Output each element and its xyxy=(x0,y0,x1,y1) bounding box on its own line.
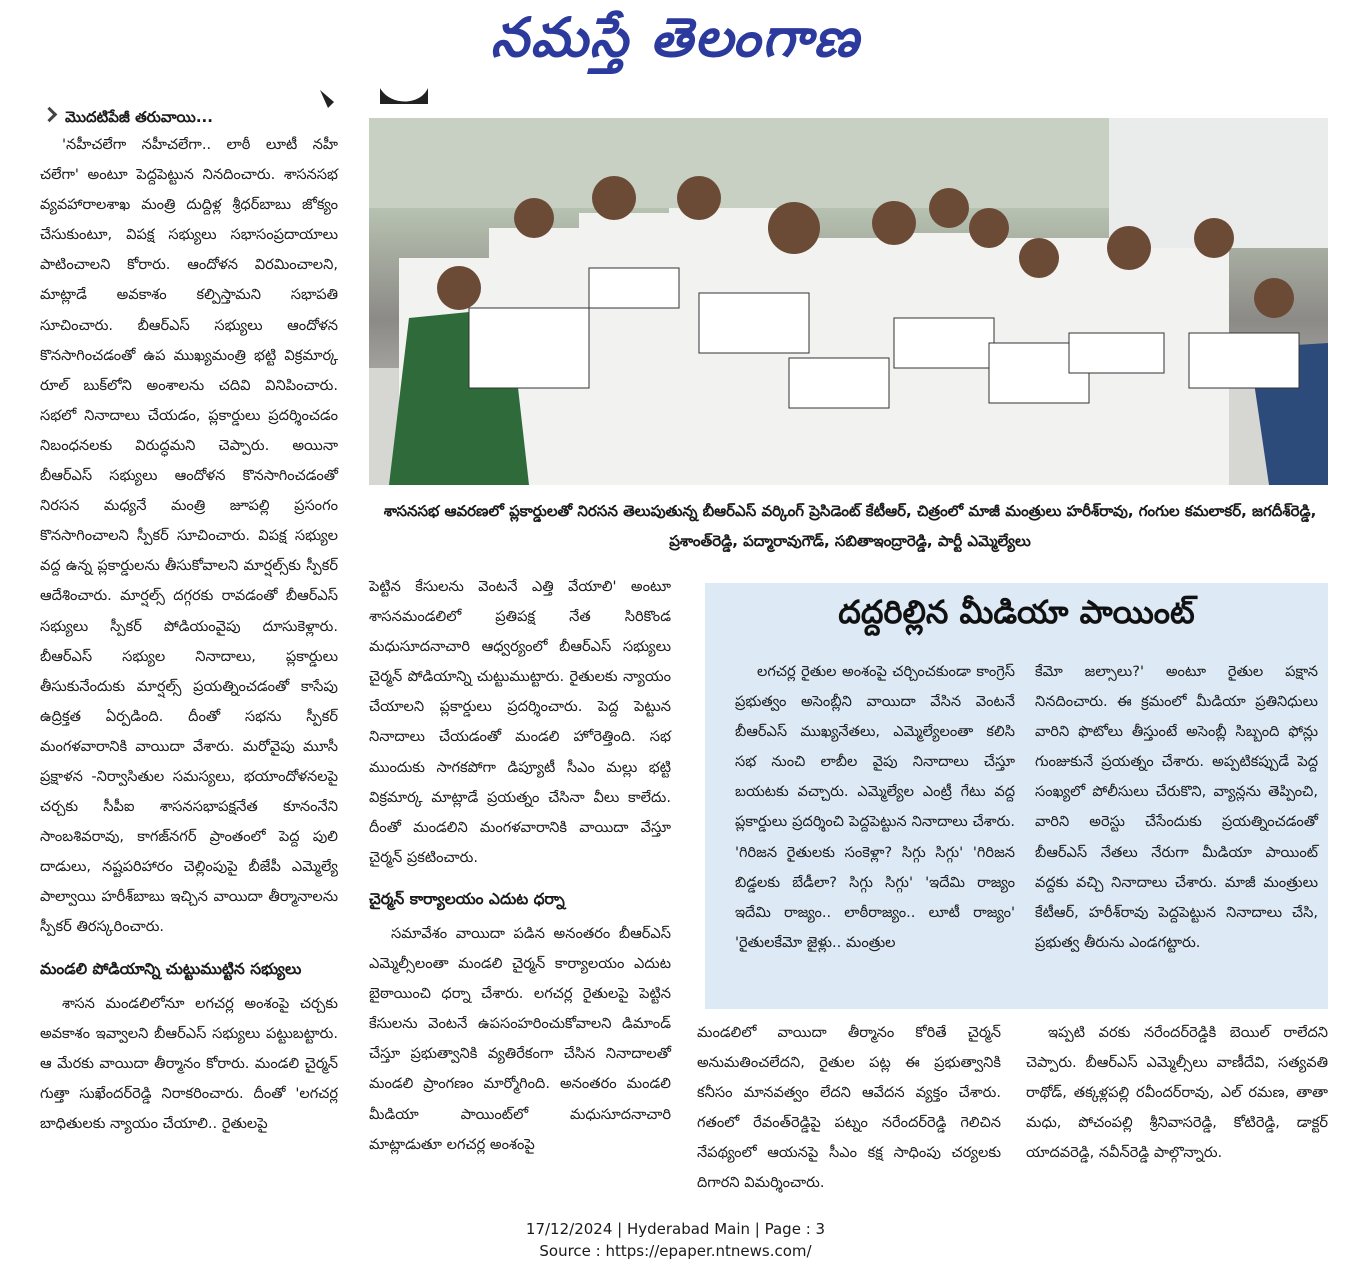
column2-paragraph-2: సమావేశం వాయిదా పడిన అనంతరం బీఆర్‌ఎస్ ఎమ్మెల్సీలంతా మండలి చైర్మన్ కార్యాలయం ఎదుట బైఠాయించి ధర్నా చేశారు. లగచర్ల రైతులపై పెట్టిన కేసులను వెంటనే ఉపసంహరించుకోవాలని డిమాండ్ చేస్తూ ప్రభుత్వానికి వ్యతిరేకంగా చేసిన నినాదాలతో మండలి ప్రాంగణం మార్మోగింది. అనంతరం మండలి మీడియా పాయింట్‌లో మధుసూదనాచారి మాట్లాడుతూ లగచర్ల అంశంపై xyxy=(369,924,671,1153)
newspaper-logo: నమస్తే తెలంగాణ xyxy=(490,6,861,69)
article-column-3 xyxy=(697,1018,1001,1199)
photo-top-strip xyxy=(300,86,430,110)
media-point-paragraph-b: కేమో జల్సాలు?' అంటూ రైతుల పక్షాన నినదించారు. ఈ క్రమంలో మీడియా ప్రతినిధులు వారిని ఫొటోలు తీస్తుంటే అసెంబ్లీ సిబ్బంది ఫోన్లు గుంజుకునే ప్రయత్నం చేశారు. అప్పటికప్పుడే పెద్ద సంఖ్యలో పోలీసులు చేరుకొని, వ్యాన్లను తెప్పించి, వారిని అరెస్టు చేసేందుకు ప్రయత్నించడంతో బీఆర్‌ఎస్ నేతలు నేరుగా మీడియా పాయింట్ వద్దకు వచ్చి నినాదాలు చేశారు. మాజీ మంత్రులు కేటీఆర్, హరీశ్‌రావు పెద్దపెట్టున నినాదాలు చేసి, ప్రభుత్వ తీరును ఎండగట్టారు. xyxy=(1035,663,1318,951)
article-column-1 xyxy=(40,104,338,1139)
column4-paragraph: ఇప్పటి వరకు నరేందర్‌రెడ్డికి బెయిల్ రాలేదని చెప్పారు. బీఆర్‌ఎస్ ఎమ్మెల్సీలు వాణీదేవి, సత్యవతి రాథోడ్, తక్కళ్లపల్లి రవీందర్‌రావు, ఎల్ రమణ, తాతా మధు, పోచంపల్లి శ్రీనివాసరెడ్డి, కోటిరెడ్డి, డాక్టర్ యాదవరెడ్డి, నవీన్‌రెడ్డి పాల్గొన్నారు. xyxy=(1026,1024,1328,1162)
continued-kicker xyxy=(40,104,338,130)
media-point-box xyxy=(705,583,1328,1009)
kicker-text: మొదటిపేజీ తరువాయి... xyxy=(65,108,213,126)
masthead xyxy=(0,0,1351,80)
media-point-col-b xyxy=(1035,657,1318,958)
column1-paragraph-2: శాసన మండలిలోనూ లగచర్ల అంశంపై చర్చకు అవకాశం ఇవ్వాలని బీఆర్‌ఎస్ సభ్యులు పట్టుబట్టారు. ఆ మేరకు వాయిదా తీర్మానం కోరారు. మండలి చైర్మన్ గుత్తా సుఖేందర్‌రెడ్డి నిరాకరించారు. దీంతో 'లగచర్ల బాధితులకు న్యాయం చేయాలి.. రైతులపై xyxy=(40,994,338,1132)
article-column-4 xyxy=(1026,1018,1328,1168)
page-footer xyxy=(0,1218,1351,1262)
subheading-council-podium: మండలి పోడియాన్ని చుట్టుముట్టిన సభ్యులు xyxy=(40,959,302,978)
media-point-paragraph-a: లగచర్ల రైతుల అంశంపై చర్చించకుండా కాంగ్రెస్ ప్రభుత్వం అసెంబ్లీని వాయిదా వేసిన వెంటనే బీఆర్‌ఎస్ ముఖ్యనేతలు, ఎమ్మెల్యేలంతా కలిసి సభ నుంచి లాబీల వైపు నినాదాలు చేస్తూ బయటకు వచ్చారు. ఎమ్మెల్యేల ఎంట్రీ గేటు వద్ద ప్లకార్డులు ప్రదర్శించి పెద్దపెట్టున నినాదాలు చేశారు. 'గిరిజన రైతులకు సంకెళ్లా? సిగ్గు సిగ్గు' 'గిరిజన బిడ్డలకు బేడీలా? సిగ్గు సిగ్గు' 'ఇదేమి రాజ్యం ఇదేమి రాజ్యం.. లాఠీరాజ్యం.. లూటీ రాజ్యం' 'రైతులకేమో జైళ్లు.. మంత్రుల xyxy=(735,663,1015,951)
photo-caption: శాసనసభ ఆవరణలో ప్లకార్డులతో నిరసన తెలుపుతున్న బీఆర్‌ఎస్ వర్కింగ్ ప్రెసిడెంట్ కేటీఆర్, చిత్రంలో మాజీ మంత్రులు హరీశ్‌రావు, గంగుల కమలాకర్, జగదీశ్‌రెడ్డి, ప్రశాంత్‌రెడ్డి, పద్మారావుగౌడ్, సబితాఇంద్రారెడ్డి, పార్టీ ఎమ్మెల్యేలు xyxy=(383,502,1317,550)
column1-paragraph: 'నహీచలేగా నహీచలేగా.. లాఠీ లూటీ నహీ చలేగా' అంటూ పెద్దపెట్టున నినదించారు. శాసనసభ వ్యవహారాలశాఖ మంత్రి దుద్దిళ్ల శ్రీధర్‌బాబు జోక్యం చేసుకుంటూ, విపక్ష సభ్యులు సభాసంప్రదాయాలు పాటించాలని కోరారు. ఆందోళన విరమించాలని, మాట్లాడే అవకాశం కల్పిస్తామని సభాపతి సూచించారు. బీఆర్‌ఎస్ సభ్యులు ఆందోళన కొనసాగించడంతో ఉప ముఖ్యమంత్రి భట్టి విక్రమార్క రూల్ బుక్‌లోని అంశాలను చదివి వినిపించారు. సభలో నినాదాలు చేయడం, ప్లకార్డులు ప్రదర్శించడం నిబంధనలకు విరుద్ధమని చెప్పారు. అయినా బీఆర్‌ఎస్ సభ్యులు ఆందోళన కొనసాగించడంతో నిరసన మధ్యనే మంత్రి జూపల్లి ప్రసంగం కొనసాగించాలని స్పీకర్ సూచించారు. విపక్ష సభ్యుల వద్ద ఉన్న ప్లకార్డులను తీసుకోవాలని మార్షల్స్‌కు స్పీకర్ ఆదేశించారు. మార్షల్స్ దగ్గరకు రావడంతో బీఆర్‌ఎస్ సభ్యులు స్పీకర్ పోడియంవైపు దూసుకెళ్లారు. బీఆర్‌ఎస్ సభ్యుల నినాదాలు, ప్లకార్డులు తీసుకునేందుకు మార్షల్స్ ప్రయత్నించడంతో కాసేపు ఉద్రిక్తత ఏర్పడింది. దీంతో సభను స్పీకర్ మంగళవారానికి వాయిదా వేశారు. మరోవైపు మూసీ ప్రక్షాళన -నిర్వాసితుల సమస్యలు, భయాందోళనలపై చర్చకు సీపీఐ శాసనసభాపక్షనేత కూనంనేని సాంబశివరావు, కాగజ్‌నగర్ ప్రాంతంలో పెద్ద పులి దాడులు, నష్టపరిహారం చెల్లింపుపై బీజేపీ ఎమ్మెల్యే పాల్వాయి హరీశ్‌బాబు ఇచ్చిన వాయిదా తీర్మానాలను స్పీకర్ తిరస్కరించారు. xyxy=(40,136,338,936)
media-point-title: దద్దరిల్లిన మీడియా పాయింట్ xyxy=(838,593,1195,631)
protest-photo xyxy=(369,118,1328,485)
column3-paragraph: మండలిలో వాయిదా తీర్మానం కోరితే చైర్మన్ అనుమతించలేదని, రైతుల పట్ల ఈ ప్రభుత్వానికి కనీసం మానవత్వం లేదని ఆవేదన వ్యక్తం చేశారు. గతంలో రేవంత్‌రెడ్డిపై పట్నం నరేందర్‌రెడ్డి గెలిచిన నేపథ్యంలో ఆయనపై సీఎం కక్ష సాధింపు చర్యలకు దిగారని విమర్శించారు. xyxy=(697,1024,1001,1192)
media-point-col-a xyxy=(735,657,1015,958)
footer-date-edition: 17/12/2024 | Hyderabad Main | Page : 3 xyxy=(525,1220,826,1238)
protest-photo-illustration xyxy=(369,118,1328,485)
column2-paragraph: పెట్టిన కేసులను వెంటనే ఎత్తి వేయాలి' అంటూ శాసనమండలిలో ప్రతిపక్ష నేత సిరికొండ మధుసూదనాచారి ఆధ్వర్యంలో బీఆర్‌ఎస్ సభ్యులు చైర్మన్ పోడియాన్ని చుట్టుముట్టారు. రైతులకు న్యాయం చేయాలని ప్లకార్డులు ప్రదర్శించారు. పెద్ద పెట్టున నినాదాలు చేయడంతో మండలి హోరెత్తింది. సభ ముందుకు సాగకపోగా డిప్యూటీ సీఎం మల్లు భట్టి విక్రమార్క మాట్లాడే ప్రయత్నం చేసినా వీలు కాలేదు. దీంతో మండలిని మంగళవారానికి వాయిదా వేస్తూ చైర్మన్ ప్రకటించారు. xyxy=(369,578,671,866)
article-column-2 xyxy=(369,572,671,1160)
chevron-right-icon xyxy=(42,107,58,123)
footer-source[interactable]: Source : https://epaper.ntnews.com/ xyxy=(539,1242,812,1260)
subheading-chairman-office-dharna: చైర్మన్ కార్యాలయం ఎదుట ధర్నా xyxy=(369,889,565,908)
